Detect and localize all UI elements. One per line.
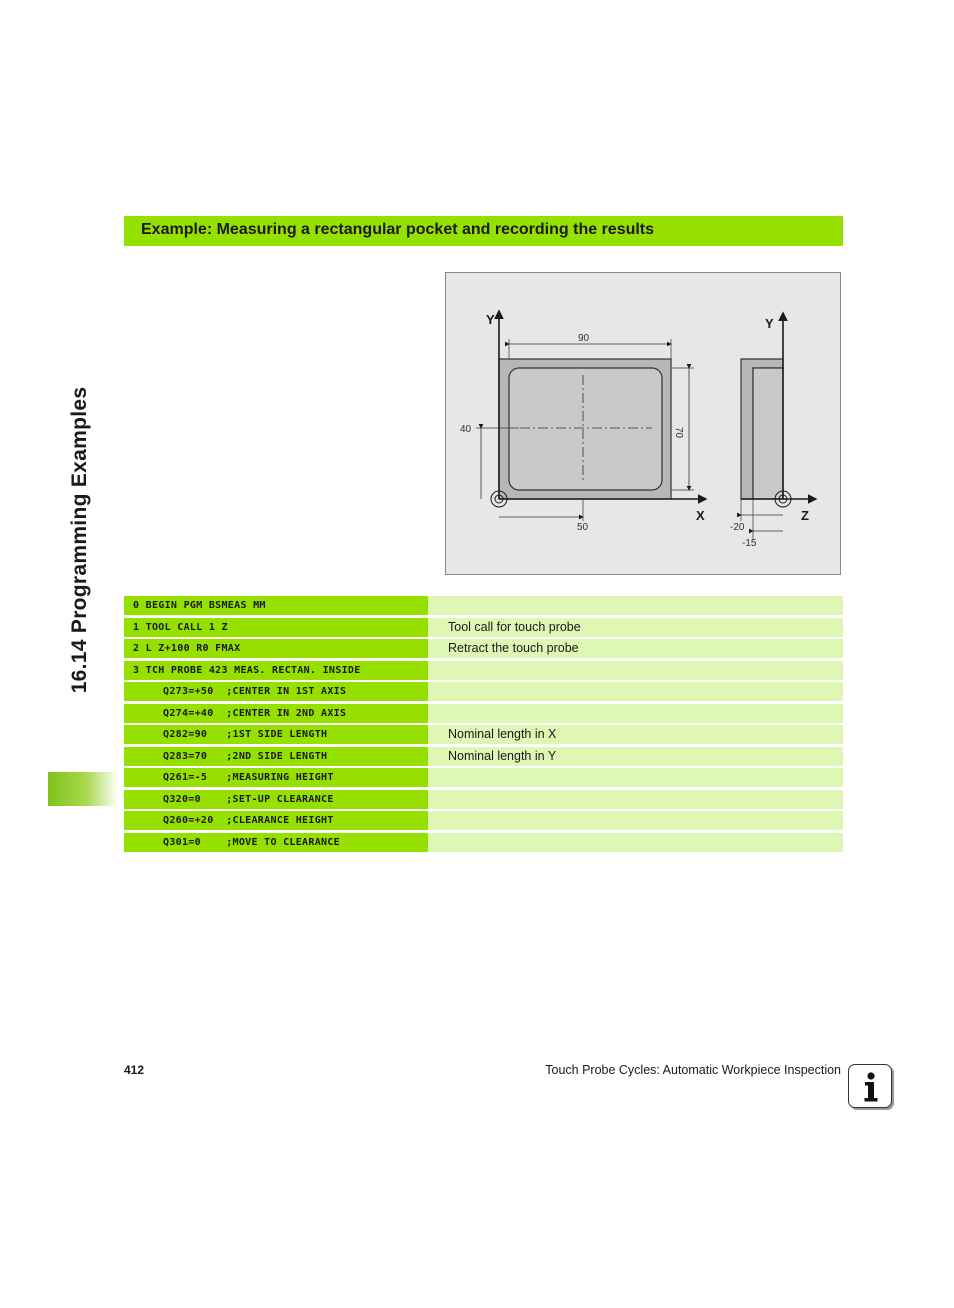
program-row — [124, 618, 843, 637]
pocket-outline — [509, 368, 662, 490]
workpiece-figure — [445, 272, 841, 575]
side-pocket — [753, 368, 783, 499]
program-row — [124, 704, 843, 723]
program-code: 2 L Z+100 R0 FMAX — [124, 639, 428, 658]
side-z-axis-label: Z — [801, 508, 809, 523]
program-comment: Nominal length in X — [428, 725, 843, 744]
program-comment: Nominal length in Y — [428, 747, 843, 766]
page-number: 412 — [124, 1063, 145, 1077]
program-code: Q282=90 ;1ST SIDE LENGTH — [124, 725, 428, 744]
program-code: Q273=+50 ;CENTER IN 1ST AXIS — [124, 682, 428, 701]
program-row — [124, 639, 843, 658]
footer-title: Touch Probe Cycles: Automatic Workpiece Inspection — [545, 1063, 841, 1077]
program-code: Q260=+20 ;CLEARANCE HEIGHT — [124, 811, 428, 830]
program-comment — [428, 833, 843, 852]
program-comment — [428, 768, 843, 787]
program-row — [124, 725, 843, 744]
workpiece-drawing — [446, 273, 842, 576]
program-code: Q283=70 ;2ND SIDE LENGTH — [124, 747, 428, 766]
dim-measure-label: -15 — [742, 538, 757, 549]
program-comment — [428, 811, 843, 830]
dim-depth-label: -20 — [730, 522, 745, 533]
program-code: Q301=0 ;MOVE TO CLEARANCE — [124, 833, 428, 852]
program-row — [124, 747, 843, 766]
program-comment — [428, 704, 843, 723]
program-row — [124, 596, 843, 615]
front-y-axis-label: Y — [486, 312, 495, 327]
program-code: Q320=0 ;SET-UP CLEARANCE — [124, 790, 428, 809]
program-comment: Retract the touch probe — [428, 639, 843, 658]
nc-program-table — [124, 596, 843, 854]
program-comment: Tool call for touch probe — [428, 618, 843, 637]
side-y-axis-label: Y — [765, 316, 774, 331]
program-code: Q274=+40 ;CENTER IN 2ND AXIS — [124, 704, 428, 723]
program-comment — [428, 790, 843, 809]
program-code: Q261=-5 ;MEASURING HEIGHT — [124, 768, 428, 787]
example-heading: Example: Measuring a rectangular pocket and recording the results — [141, 221, 655, 238]
program-row — [124, 833, 843, 852]
program-row — [124, 661, 843, 680]
dim-center-x-label: 50 — [577, 522, 589, 533]
program-row — [124, 811, 843, 830]
chapter-tab-marker — [48, 772, 118, 806]
info-icon — [848, 1064, 892, 1108]
program-code: 3 TCH PROBE 423 MEAS. RECTAN. INSIDE — [124, 661, 428, 680]
program-code: 0 BEGIN PGM BSMEAS MM — [124, 596, 428, 615]
program-row — [124, 790, 843, 809]
dim-width-label: 90 — [578, 333, 590, 344]
dim-center-y-label: 40 — [460, 424, 472, 435]
program-comment — [428, 661, 843, 680]
chapter-side-title-text: 16.14 Programming Examples — [68, 386, 91, 694]
program-comment — [428, 682, 843, 701]
dim-height-label: 70 — [673, 427, 684, 439]
front-x-axis-label: X — [696, 508, 705, 523]
program-code: 1 TOOL CALL 1 Z — [124, 618, 428, 637]
program-comment — [428, 596, 843, 615]
program-row — [124, 682, 843, 701]
example-heading-bar — [124, 216, 843, 246]
program-row — [124, 768, 843, 787]
